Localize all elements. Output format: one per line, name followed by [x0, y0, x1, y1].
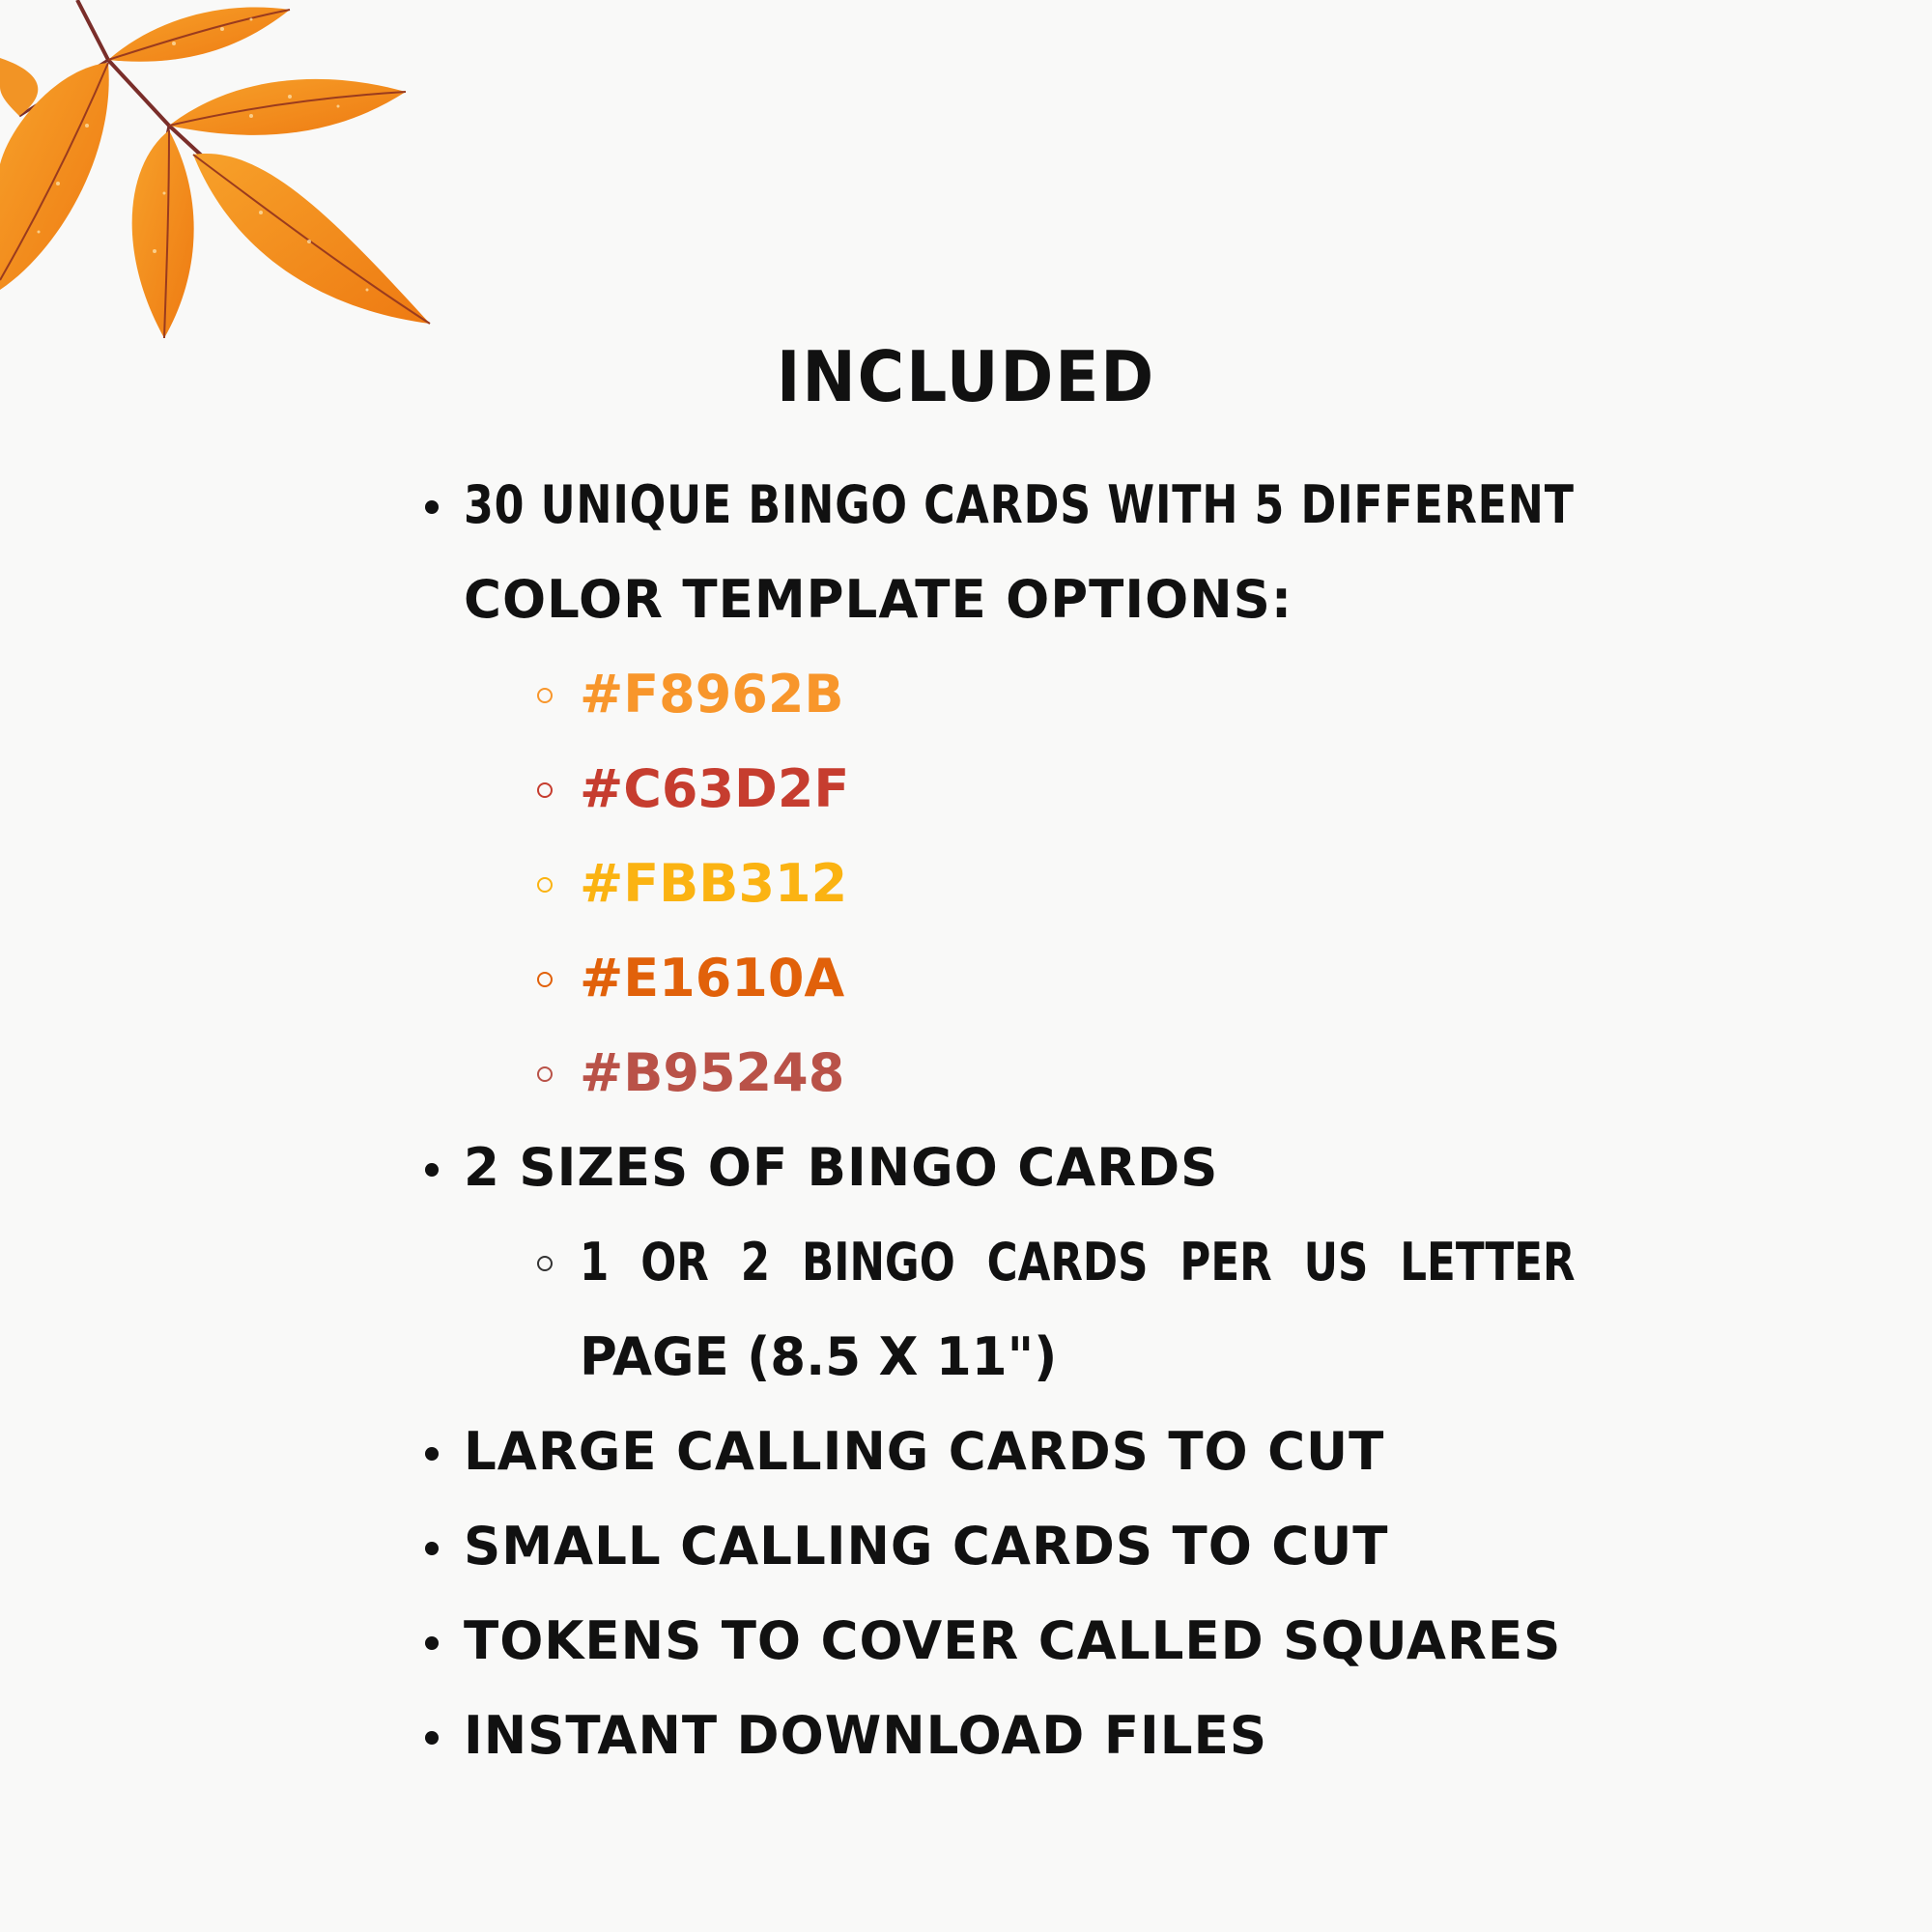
- list-item-bingo-cards: [415, 458, 1594, 647]
- list-item-small-calling-cards: [415, 1499, 1594, 1594]
- list-item-large-calling-cards: [415, 1405, 1594, 1499]
- bullet-icon: [425, 1447, 439, 1461]
- list-item-text-line2: COLOR TEMPLATE OPTIONS:: [464, 569, 1293, 630]
- color-option-label: #B95248: [580, 1042, 845, 1103]
- hollow-bullet-icon: [537, 782, 553, 798]
- hollow-bullet-icon: [537, 877, 553, 893]
- size-options-list: [415, 1215, 1594, 1405]
- size-option: [415, 1215, 1594, 1405]
- color-option-label: #FBB312: [580, 853, 848, 914]
- color-option-label: #C63D2F: [580, 758, 850, 819]
- color-options-list: [415, 647, 1594, 1121]
- bullet-icon: [425, 1163, 439, 1177]
- bullet-icon: [425, 500, 439, 514]
- bullet-icon: [425, 1731, 439, 1745]
- hollow-bullet-icon: [537, 688, 553, 703]
- hollow-bullet-icon: [537, 1066, 553, 1082]
- color-option: [415, 742, 1594, 837]
- list-item-sizes: [415, 1121, 1594, 1215]
- hollow-bullet-icon: [537, 972, 553, 987]
- list-item-tokens: [415, 1594, 1594, 1689]
- list-item-text: INSTANT DOWNLOAD FILES: [464, 1705, 1268, 1766]
- page-title: INCLUDED: [776, 336, 1156, 417]
- list-item-download: [415, 1689, 1594, 1783]
- hollow-bullet-icon: [537, 1256, 553, 1271]
- autumn-leaves-illustration: [0, 0, 444, 348]
- list-item-text: LARGE CALLING CARDS TO CUT: [464, 1421, 1385, 1482]
- list-item-text: 30 UNIQUE BINGO CARDS WITH 5 DIFFERENT: [464, 474, 1575, 535]
- list-item-text: 2 SIZES OF BINGO CARDS: [464, 1137, 1219, 1198]
- color-option: [415, 647, 1594, 742]
- bullet-icon: [425, 1542, 439, 1555]
- color-option: [415, 931, 1594, 1026]
- color-option: [415, 837, 1594, 931]
- size-option-text: 1 OR 2 BINGO CARDS PER US LETTER: [580, 1232, 1576, 1293]
- list-item-text: SMALL CALLING CARDS TO CUT: [464, 1516, 1389, 1577]
- bullet-icon: [425, 1636, 439, 1650]
- color-option: [415, 1026, 1594, 1121]
- color-option-label: #E1610A: [580, 948, 845, 1009]
- size-option-text-line2: PAGE (8.5 X 11"): [580, 1326, 1058, 1387]
- color-option-label: #F8962B: [580, 664, 844, 724]
- included-list: [415, 458, 1594, 1783]
- list-item-text: TOKENS TO COVER CALLED SQUARES: [464, 1610, 1562, 1671]
